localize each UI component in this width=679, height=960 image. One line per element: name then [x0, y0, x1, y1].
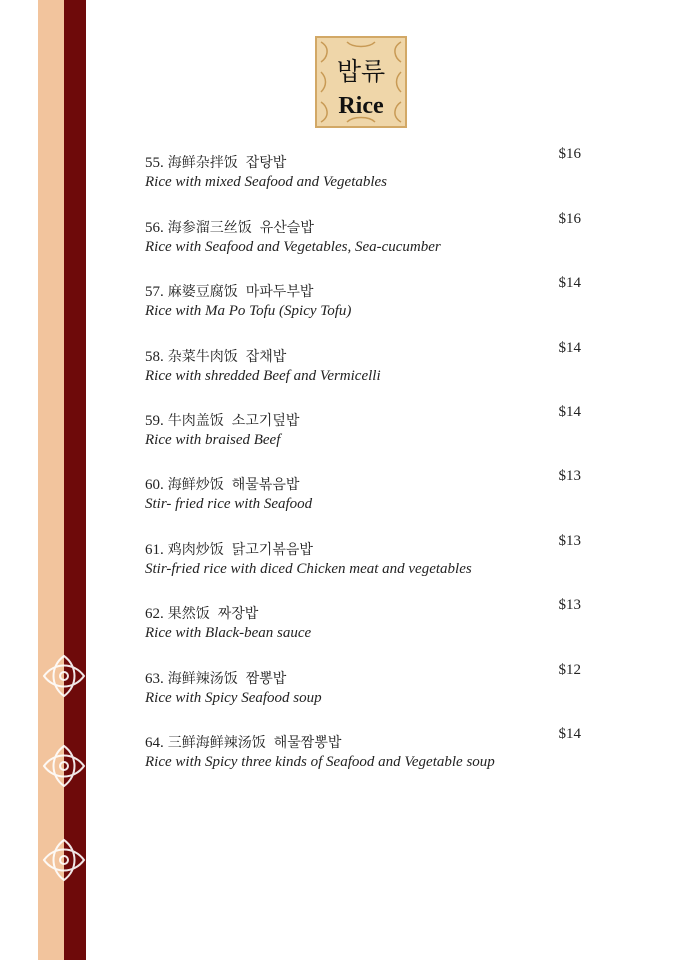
item-price: $14 [558, 404, 581, 420]
item-price: $13 [558, 533, 581, 549]
item-number: 63. [145, 671, 164, 687]
item-number: 57. [145, 284, 164, 300]
border-stripe-peach [38, 0, 64, 960]
menu-item [145, 533, 585, 589]
item-number: 61. [145, 542, 164, 558]
item-title [145, 539, 313, 559]
item-price: $16 [558, 146, 581, 162]
menu-item [145, 275, 585, 331]
item-name-chinese: 海鲜辣汤饭 [167, 671, 238, 687]
item-description: Stir- fried rice with Seafood [145, 496, 313, 512]
menu-item [145, 662, 585, 718]
item-name-korean: 짬뽕밥 [245, 671, 287, 687]
item-price: $12 [558, 662, 581, 678]
item-title [145, 217, 314, 237]
item-description: Rice with Spicy Seafood soup [145, 690, 322, 706]
item-title [145, 603, 258, 623]
item-number: 58. [145, 349, 164, 365]
decorative-motif-icon [40, 832, 88, 888]
item-number: 60. [145, 477, 164, 493]
item-name-chinese: 牛肉盖饭 [167, 413, 224, 429]
item-title [145, 668, 286, 688]
item-name-korean: 해물짬뽕밥 [273, 735, 342, 751]
item-number: 64. [145, 735, 164, 751]
page-title-korean: 밥류 [336, 57, 386, 86]
item-description: Rice with Spicy three kinds of Seafood and Vegetable soup [145, 754, 495, 770]
item-number: 62. [145, 606, 164, 622]
item-number: 56. [145, 220, 164, 236]
item-name-chinese: 杂菜牛肉饭 [167, 349, 238, 365]
item-title [145, 281, 313, 301]
item-price: $14 [558, 340, 581, 356]
item-name-korean: 닭고기볶음밥 [231, 542, 313, 558]
item-price: $14 [558, 275, 581, 291]
item-price: $14 [558, 726, 581, 742]
item-name-korean: 해물볶음밥 [231, 477, 300, 493]
menu-item [145, 468, 585, 524]
item-number: 55. [145, 155, 164, 171]
item-name-chinese: 海鲜炒饭 [167, 477, 224, 493]
border-stripe-red [64, 0, 86, 960]
menu-item [145, 726, 585, 782]
item-description: Rice with Ma Po Tofu (Spicy Tofu) [145, 303, 352, 319]
item-title [145, 732, 341, 752]
item-name-korean: 잡탕밥 [245, 155, 287, 171]
menu-item [145, 211, 585, 267]
decorative-motif-icon [40, 648, 88, 704]
menu-item [145, 146, 585, 202]
item-title [145, 410, 299, 430]
item-title [145, 474, 299, 494]
item-description: Rice with Seafood and Vegetables, Sea-cucumber [145, 239, 441, 255]
item-price: $13 [558, 468, 581, 484]
item-description: Rice with braised Beef [145, 432, 281, 448]
item-name-korean: 유산슬밥 [259, 220, 314, 236]
decorative-motif-icon [40, 738, 88, 794]
item-name-chinese: 海参溜三丝饭 [167, 220, 252, 236]
item-name-chinese: 麻婆豆腐饭 [167, 284, 238, 300]
item-description: Rice with shredded Beef and Vermicelli [145, 368, 381, 384]
item-description: Stir-fried rice with diced Chicken meat and vegetables [145, 561, 472, 577]
item-name-korean: 마파두부밥 [245, 284, 314, 300]
menu-item [145, 340, 585, 396]
item-name-korean: 짜장밥 [217, 606, 259, 622]
item-price: $16 [558, 211, 581, 227]
item-name-chinese: 果然饭 [167, 606, 210, 622]
item-description: Rice with Black-bean sauce [145, 625, 312, 641]
menu-item [145, 597, 585, 653]
item-title [145, 346, 286, 366]
item-name-chinese: 海鲜杂拌饭 [167, 155, 238, 171]
item-name-korean: 잡채밥 [245, 349, 287, 365]
item-name-korean: 소고기덮밥 [231, 413, 300, 429]
page-title-english: Rice [338, 93, 384, 119]
item-title [145, 152, 286, 172]
menu-item [145, 404, 585, 460]
item-name-chinese: 三鲜海鲜辣汤饭 [167, 735, 266, 751]
item-name-chinese: 鸡肉炒饭 [167, 542, 224, 558]
item-number: 59. [145, 413, 164, 429]
item-description: Rice with mixed Seafood and Vegetables [145, 174, 388, 190]
item-price: $13 [558, 597, 581, 613]
